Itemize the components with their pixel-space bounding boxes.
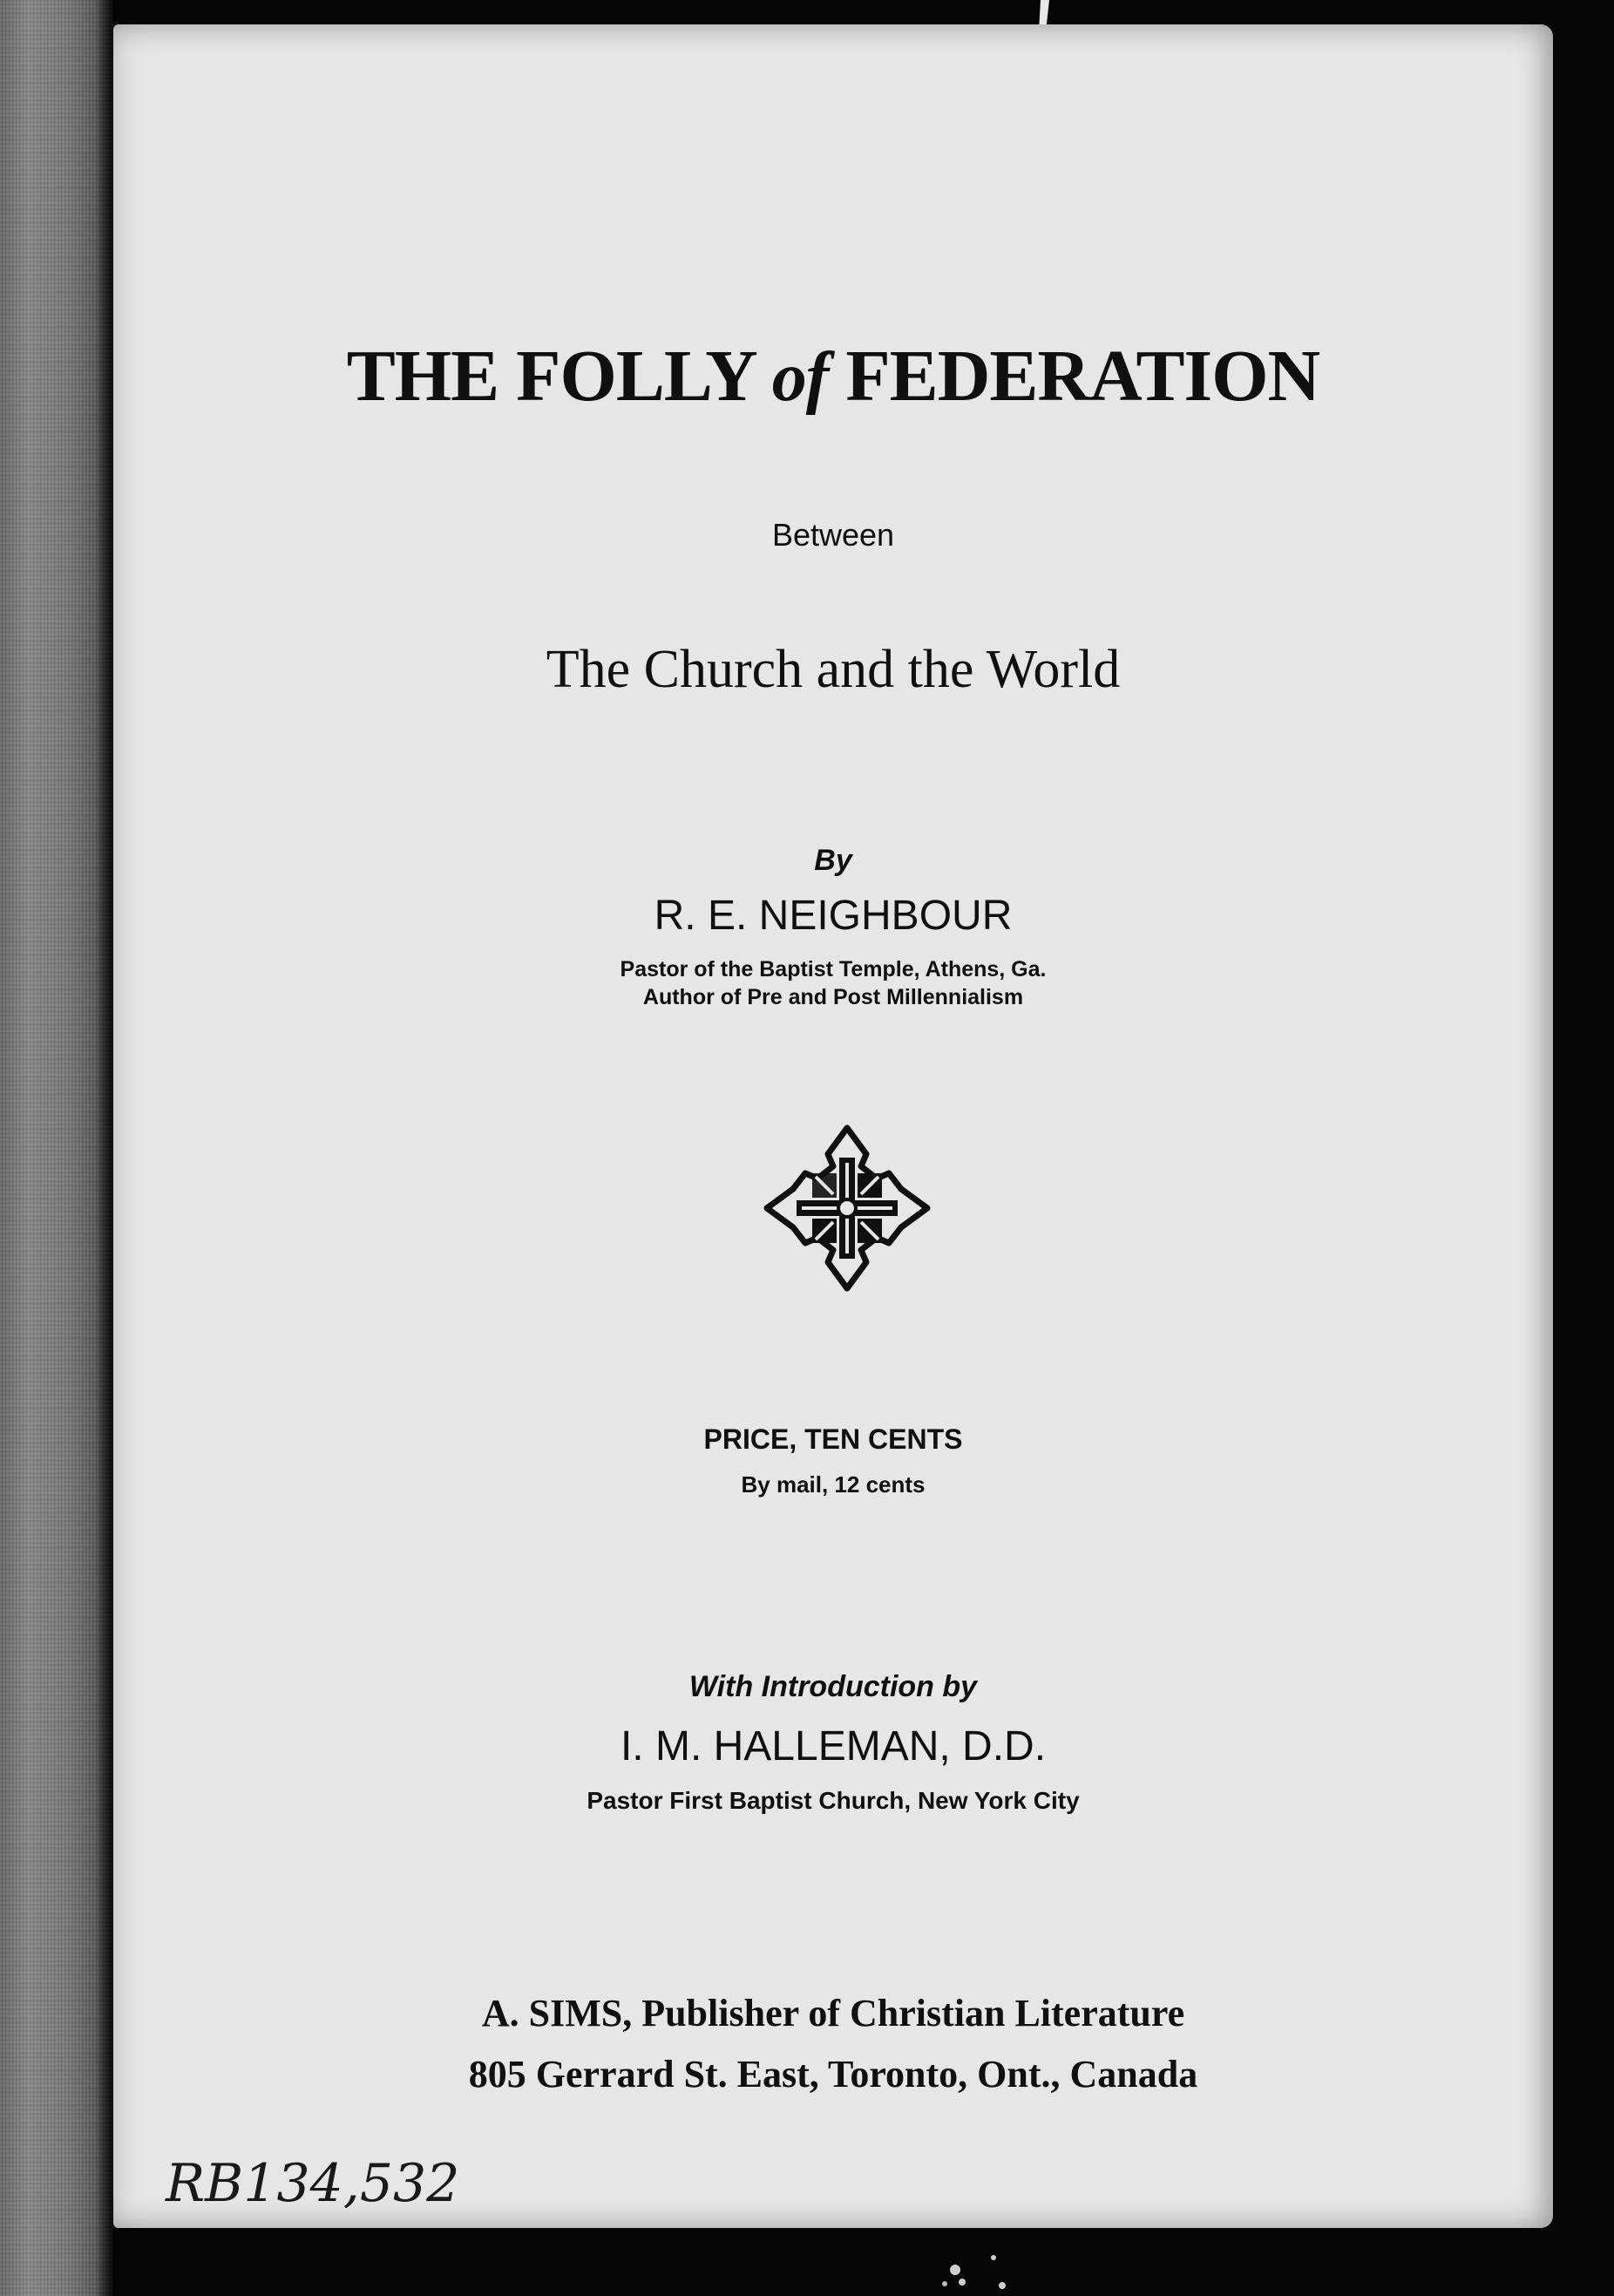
- scan-specks: [871, 2231, 1046, 2296]
- title-part-3: FEDERATION: [828, 336, 1320, 417]
- author-credit: Author of Pre and Post Millennialism: [642, 985, 1024, 1009]
- cross-ornament-icon: [760, 1121, 934, 1295]
- book-subtitle: The Church and the World: [546, 640, 1121, 699]
- author-name: R. E. NEIGHBOUR: [654, 893, 1013, 939]
- introduction-label: With Introduction by: [688, 1670, 978, 1703]
- publisher-address: 805 Gerrard St. East, Toronto, Ont., Canada: [468, 2053, 1198, 2096]
- publisher-name: A. SIMS, Publisher of Christian Literature: [481, 1992, 1185, 2034]
- mail-price-label: By mail, 12 cents: [741, 1471, 926, 1498]
- introducer-position: Pastor First Baptist Church, New York City: [587, 1787, 1080, 1814]
- introducer-name: I. M. HALLEMAN, D.D.: [620, 1723, 1047, 1770]
- between-label: Between: [771, 517, 895, 553]
- handwritten-catalog-number: [52, 2147, 488, 2217]
- title-page: [113, 24, 1553, 2228]
- author-position: Pastor of the Baptist Temple, Athens, Ga.: [620, 957, 1047, 982]
- title-part-1: THE FOLLY: [346, 336, 772, 417]
- handwritten-text: RB134,532: [166, 2153, 460, 2214]
- price-label: PRICE, TEN CENTS: [703, 1423, 963, 1455]
- book-title: [113, 334, 1553, 418]
- title-part-of: of: [771, 339, 829, 416]
- by-label: By: [814, 844, 852, 877]
- binding-shadow: [96, 0, 115, 2296]
